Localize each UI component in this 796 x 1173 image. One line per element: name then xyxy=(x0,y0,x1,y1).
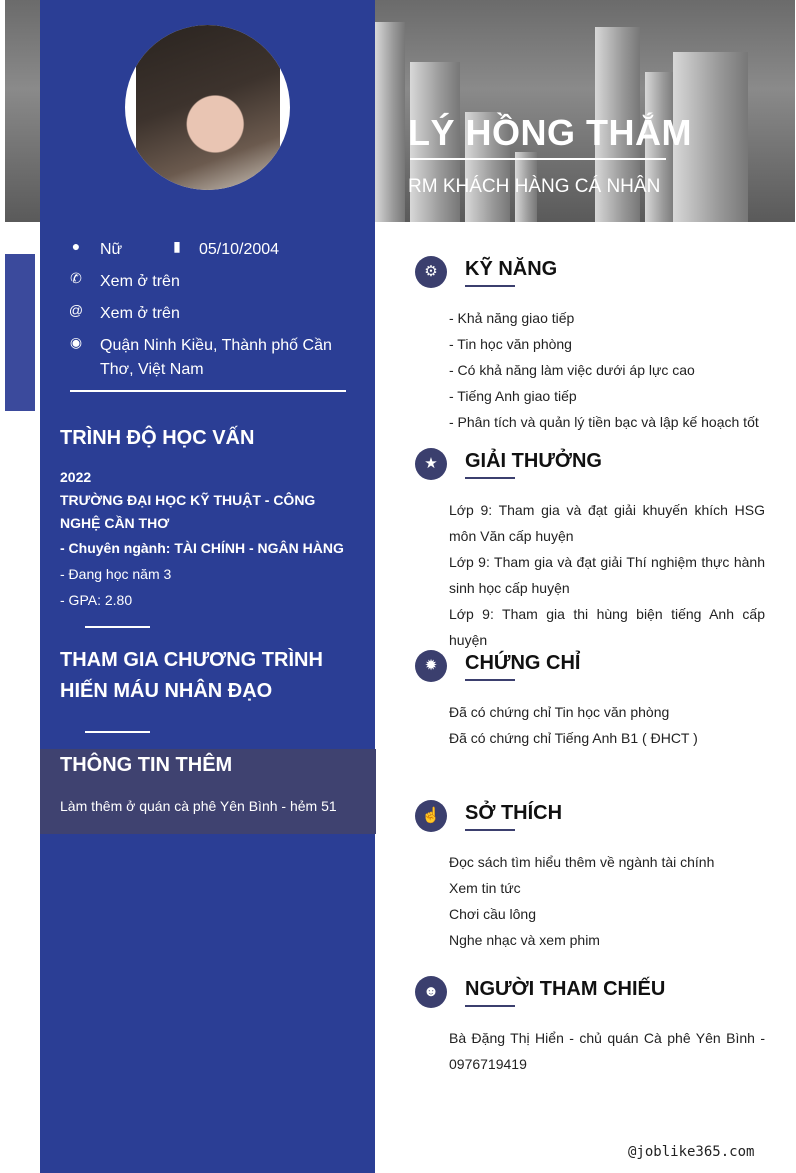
hobbies-underline xyxy=(465,829,515,831)
extra-title: THÔNG TIN THÊM xyxy=(60,754,233,776)
list-item: Chơi cầu lông xyxy=(449,906,537,922)
awards-list xyxy=(449,497,765,653)
education-gpa: - GPA: 2.80 xyxy=(60,592,133,608)
education-divider xyxy=(85,626,150,628)
list-item: - Có khả năng làm việc dưới áp lực cao xyxy=(449,362,695,378)
certs-underline xyxy=(465,679,515,681)
references-underline xyxy=(465,1005,515,1007)
list-item: Đã có chứng chỉ Tiếng Anh B1 ( ĐHCT ) xyxy=(449,730,698,746)
list-item: - Tin học văn phòng xyxy=(449,336,572,352)
references-list xyxy=(449,1025,765,1077)
activity-title-line2: HIẾN MÁU NHÂN ĐẠO xyxy=(60,680,273,702)
skills-underline xyxy=(465,285,515,287)
skills-list xyxy=(449,305,765,435)
education-major: - Chuyên ngành: TÀI CHÍNH - NGÂN HÀNG xyxy=(60,540,344,556)
contact-divider xyxy=(70,390,346,392)
education-year: 2022 xyxy=(60,469,92,485)
list-item: Nghe nhạc và xem phim xyxy=(449,932,600,948)
list-item: - Tiếng Anh giao tiếp xyxy=(449,388,577,404)
list-item: Lớp 9: Tham gia và đạt giải khuyến khích HSG môn Văn cấp huyện xyxy=(449,502,765,544)
list-item: Lớp 9: Tham gia và đạt giải Thí nghiệm thực hành sinh học cấp huyện xyxy=(449,554,765,596)
user-icon: ● xyxy=(71,238,81,254)
list-item: Đã có chứng chỉ Tin học văn phòng xyxy=(449,704,670,720)
hobbies-list xyxy=(449,849,765,953)
certs-title: CHỨNG CHỈ xyxy=(465,652,581,674)
awards-underline xyxy=(465,477,515,479)
users-icon: ☻ xyxy=(415,976,447,1008)
phone-icon: ✆ xyxy=(70,270,82,286)
activity-divider xyxy=(85,731,150,733)
dob-value: 05/10/2004 xyxy=(199,241,280,258)
skills-title: KỸ NĂNG xyxy=(465,258,558,280)
extra-text: Làm thêm ở quán cà phê Yên Bình - hẻm 51 xyxy=(60,798,337,814)
list-item: Lớp 9: Tham gia thi hùng biện tiếng Anh cấp huyện xyxy=(449,606,765,648)
avatar xyxy=(125,25,290,190)
education-school: TRƯỜNG ĐẠI HỌC KỸ THUẬT - CÔNG NGHỆ CẦN THƠ xyxy=(60,492,316,531)
activity-title-line1: THAM GIA CHƯƠNG TRÌNH xyxy=(60,649,323,671)
gears-icon: ⚙ xyxy=(415,256,447,288)
at-sign-icon: @ xyxy=(68,302,84,318)
candidate-role: RM KHÁCH HÀNG CÁ NHÂN xyxy=(408,176,661,197)
thumbs-up-icon: ☝ xyxy=(415,800,447,832)
candidate-name: LÝ HỒNG THẮM xyxy=(408,112,692,153)
awards-title: GIẢI THƯỞNG xyxy=(465,450,602,472)
list-item: - Khả năng giao tiếp xyxy=(449,310,575,326)
list-item: Đọc sách tìm hiểu thêm về ngành tài chính xyxy=(449,854,715,870)
education-title: TRÌNH ĐỘ HỌC VẤN xyxy=(60,427,255,449)
list-item: Bà Đặng Thị Hiển - chủ quán Cà phê Yên Bình - 0976719419 xyxy=(449,1030,765,1072)
map-pin-icon: ◉ xyxy=(69,334,83,350)
trophy-icon: ★ xyxy=(415,448,447,480)
gender-value: Nữ xyxy=(100,241,123,258)
badge-icon: ✹ xyxy=(415,650,447,682)
side-accent-bar xyxy=(5,254,35,411)
certs-list xyxy=(449,699,765,751)
phone-value: Xem ở trên xyxy=(100,273,180,290)
footer-watermark: @joblike365.com xyxy=(628,1144,755,1160)
hobbies-title: SỞ THÍCH xyxy=(465,802,563,824)
references-title: NGƯỜI THAM CHIẾU xyxy=(465,978,666,1000)
birthday-cake-icon: ▮ xyxy=(173,238,181,254)
education-status: - Đang học năm 3 xyxy=(60,566,172,582)
email-value: Xem ở trên xyxy=(100,305,180,322)
address-value: Quận Ninh Kiều, Thành phố Cần Thơ, Việt Nam xyxy=(100,337,332,378)
list-item: Xem tin tức xyxy=(449,880,521,896)
name-divider xyxy=(410,158,666,160)
list-item: - Phân tích và quản lý tiền bạc và lập kế hoạch tốt xyxy=(449,414,759,430)
